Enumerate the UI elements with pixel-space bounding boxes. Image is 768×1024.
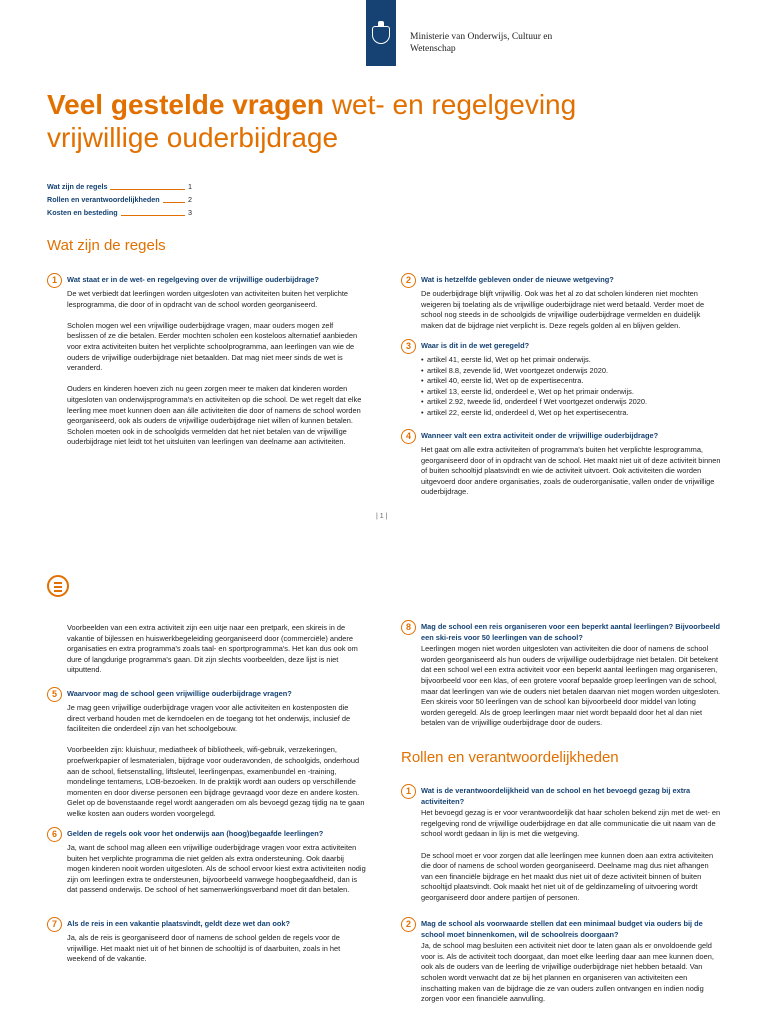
answer-body: De wet verbiedt dat leerlingen worden uitgesloten van activiteiten buiten het verplichte lesprogramma, die door of in opdracht van de school worden georganiseerd. Scholen mogen wel een vrijwillige ouderbijdrage vragen, maar ouders mogen zelf beslissen of ze die betalen. Eerder mochten scholen een kosteloos alternatief aanbieden voor extra activiteiten buiten het verplichte schoolprogramma, aan leerlingen van wie de ouders de vrijwillige ouderbijdrage niet betaalden. Dat mag niet meer sinds de wet is veranderd. Ouders en kinderen hoeven zich nu geen zorgen meer te maken dat kinderen worden uitgesloten van onderwijsprogramma's en activiteiten op die school. De wet regelt dat elke leerling mee moet kunnen doen aan álle activiteiten die door of namens de school worden georganiseerd, ook als ouders de vrijwillige ouderbijdrage niet willen of kunnen betalen. Scholen moeten ook in de schoolgids vermelden dat het niet betalen van de vrijwillige ouderbijdrage niet leidt tot het uitsluiten van leerlingen van deelname aan activiteiten. bbox=[67, 289, 362, 447]
answer-body: Ja, want de school mag alleen een vrijwillige ouderbijdrage vragen voor extra activiteiten buiten het verplichte programma die niet gelden als extra ondersteuning. Ook daarbij mogen kinderen nooit worden uitgesloten. Als de school ervoor kiest extra activiteiten nodig zijn om leerlingen extra te ondersteunen, bijvoorbeeld vanwege hoogbegaafdheid, dan is dat passend onderwijs. De school of het samenwerkingsverband moet dit dan betalen. bbox=[67, 843, 366, 895]
page-number: | 1 | bbox=[376, 513, 388, 520]
question-title: Gelden de regels ook voor het onderwijs aan (hoog)begaafde leerlingen? bbox=[67, 829, 324, 838]
number-badge: 1 bbox=[401, 784, 416, 799]
answer-body: Het gaat om alle extra activiteiten of programma's buiten het verplichte lesprogramma, georganiseerd door of in opdracht van de school. Het maakt niet uit of deze activiteit binnen of buiten schooltijd plaatsvindt en wie de activiteit uitvoert. Ook activiteiten die worden uitgevoerd door andere organisaties, zoals de ouderorganisatie, vallen onder de vrijwillige ouderbijdrage. bbox=[421, 445, 721, 497]
toc-item[interactable]: Rollen en verantwoordelijkheden 2 bbox=[47, 195, 192, 204]
section-heading-rules: Wat zijn de regels bbox=[47, 237, 166, 254]
answer-body: Het bevoegd gezag is er voor verantwoordelijk dat haar scholen bekend zijn met de wet- en regelgeving rond de vrijwillige ouderbijdrage en dat alle communicatie die uit naam van de school wordt gedaan in lijn is met die wetgeving. De school moet er voor zorgen dat alle leerlingen mee kunnen doen aan extra activiteiten die door of namens de school worden georganiseerd. Deelname mag dus niet afhangen van een financiële bijdrage en het maakt dus niet uit of deze activiteit binnen of buiten schooltijd plaatsvindt. Ook maakt het niet uit of de geldinzameling of uitvoering wordt georganiseerd door andere partijen of personen. bbox=[421, 808, 721, 902]
menu-icon[interactable] bbox=[47, 575, 69, 597]
faq-item bbox=[401, 919, 721, 1005]
answer-body: Voorbeelden van een extra activiteit zijn een uitje naar een pretpark, een skireis in de vakantie of bijlessen en huiswerkbegeleiding georganiseerd door (commerciële) andere organisaties en extra programma's zoals taal- en sportprogramma's. Het kan dus ook om dure of langdurige programma's gaan. Dit zijn slechts voorbeelden, deze lijst is niet uitputtend. bbox=[67, 623, 358, 675]
answer-body: Ja, als de reis is georganiseerd door of namens de school gelden de regels voor de vrijwillige. Het maakt niet uit of het binnen de schooltijd is of daarbuiten, zoals in het weekend of de vakantie. bbox=[67, 933, 341, 964]
question-title: Wat is hetzelfde gebleven onder de nieuwe wetgeving? bbox=[421, 275, 614, 284]
crest-icon bbox=[372, 26, 390, 44]
number-badge: 4 bbox=[401, 429, 416, 444]
list-item: • artikel 22, eerste lid, onderdeel d, Wet op het expertisecentra. bbox=[421, 408, 721, 419]
question-title: Mag de school een reis organiseren voor een beperkt aantal leerlingen? Bijvoorbeeld een ski-reis voor 50 leerlingen van de school? bbox=[421, 622, 720, 642]
answer-body: De ouderbijdrage blijft vrijwillig. Ook was het al zo dat scholen kinderen niet mochten weigeren bij toelating als de vrijwillige ouderbijdrage niet werd betaald. Verder moet de school nog steeds in de schoolgids de vrijwillige ouderbijdrage vermelden en duidelijk maken dat de bijdrage niet verplicht is. Deze regels golden al en blijven gelden. bbox=[421, 289, 705, 330]
toc-item[interactable]: Kosten en besteding 3 bbox=[47, 208, 192, 217]
faq-item bbox=[401, 431, 721, 498]
faq-item bbox=[47, 919, 367, 965]
faq-item bbox=[401, 275, 721, 331]
ministry-name: Ministerie van Onderwijs, Cultuur en Wetenschap bbox=[410, 32, 553, 54]
question-title: Mag de school als voorwaarde stellen dat een minimaal budget via ouders bij de school moet binnenkomen, wil de schoolreis doorgaan? bbox=[421, 919, 703, 939]
number-badge: 7 bbox=[47, 917, 62, 932]
answer-body: Ja, de school mag besluiten een activiteit niet door te laten gaan als er onvoldoende geld voor is. Als de activiteit toch doorgaat, dan moet elke leerling daar aan mee kunnen doen, ook als de ouders van de leerling de vrijwillige ouderbijdrage niet hebben betaald. Van scholen wordt verwacht dat ze bij het plannen en organiseren van activiteiten een inschatting maken van de bijdrage die ze van ouders zullen ontvangen en indien nodig zorgen voor een financiële aanvulling. bbox=[421, 941, 714, 1004]
list-item: • artikel 2.92, tweede lid, onderdeel f Wet voortgezet onderwijs 2020. bbox=[421, 397, 721, 408]
toc-item[interactable]: Wat zijn de regels 1 bbox=[47, 182, 192, 191]
question-title: Waar is dit in de wet geregeld? bbox=[421, 341, 530, 350]
faq-item bbox=[47, 829, 367, 896]
answer-body: Leerlingen mogen niet worden uitgesloten van activiteiten die door of namens de school worden georganiseerd als hun ouders de vrijwillige ouderbijdrage niet betalen. Dit betekent dat een school wel een extra activiteit voor een beperkt aantal leerlingen mag organiseren, bijvoorbeeld voor een klas, of een grotere vooraf bepaalde groep leerlingen van de school, maar dat leerlingen van wie de ouders niet betalen daarvan niet mogen worden uitgesloten. Een skireis voor 50 leerlingen van de school kan bijvoorbeeld door middel van loting worden geregeld. Als de groep leerlingen maar niet wordt bepaald door het al dan niet betalen van de vrijwillige ouderbijdrage door de ouders. bbox=[421, 644, 721, 728]
page-title: Veel gestelde vragen wet- en regelgeving vrijwillige ouderbijdrage bbox=[47, 89, 577, 153]
faq-item-continuation bbox=[67, 622, 367, 676]
number-badge: 8 bbox=[401, 620, 416, 635]
section-heading-roles: Rollen en verantwoordelijkheden bbox=[401, 749, 619, 766]
logo-bar bbox=[366, 0, 396, 66]
answer-body bbox=[421, 355, 721, 419]
number-badge: 3 bbox=[401, 339, 416, 354]
faq-item bbox=[47, 275, 363, 448]
list-item: • artikel 40, eerste lid, Wet op de expertisecentra. bbox=[421, 376, 721, 387]
faq-item bbox=[401, 786, 721, 904]
list-item: • artikel 41, eerste lid, Wet op het primair onderwijs. bbox=[421, 355, 721, 366]
number-badge: 1 bbox=[47, 273, 62, 288]
list-item: • artikel 8.8, zevende lid, Wet voortgezet onderwijs 2020. bbox=[421, 366, 721, 377]
list-item: • artikel 13, eerste lid, onderdeel e, Wet op het primair onderwijs. bbox=[421, 387, 721, 398]
number-badge: 2 bbox=[401, 917, 416, 932]
question-title: Wanneer valt een extra activiteit onder de vrijwillige ouderbijdrage? bbox=[421, 431, 659, 440]
table-of-contents bbox=[47, 180, 192, 219]
faq-item bbox=[47, 689, 367, 820]
faq-item bbox=[401, 622, 721, 729]
law-article-list bbox=[421, 355, 721, 419]
question-title: Als de reis in een vakantie plaatsvindt, geldt deze wet dan ook? bbox=[67, 919, 291, 928]
question-title: Waarvoor mag de school geen vrijwillige ouderbijdrage vragen? bbox=[67, 689, 292, 698]
faq-item bbox=[401, 341, 721, 419]
number-badge: 2 bbox=[401, 273, 416, 288]
question-title: Wat is de verantwoordelijkheid van de school en het bevoegd gezag bij extra activiteiten? bbox=[421, 786, 691, 806]
answer-body: Je mag geen vrijwillige ouderbijdrage vragen voor alle activiteiten en kostenposten die direct verband houden met de kerndoelen en de toegang tot het onderwijs, inclusief de faciliteiten die onderdeel zijn van het schoolgebouw. Voorbeelden zijn: kluishuur, mediatheek of bibliotheek, wifi-gebruik, verzekeringen, proefwerkpapier of lesmaterialen, bijdrage voor ouderavonden, de schoolgids, onderhoud aan de school, fietsenstalling, liftsleutel, leerlingenpas, examenbundel en -training, mondelinge tentamens, LOB-bezoeken. In de praktijk wordt aan ouders op verschillende momenten en door diverse personen een bijdrage gevraagd voor deze en andere kosten. Gelet op de bovenstaande regel wordt aangeraden om als bevoegd gezag tijdig na te gaan welke kosten aan ouders worden voorgelegd. bbox=[67, 703, 365, 818]
number-badge: 6 bbox=[47, 827, 62, 842]
number-badge: 5 bbox=[47, 687, 62, 702]
question-title: Wat staat er in de wet- en regelgeving over de vrijwillige ouderbijdrage? bbox=[67, 275, 319, 284]
